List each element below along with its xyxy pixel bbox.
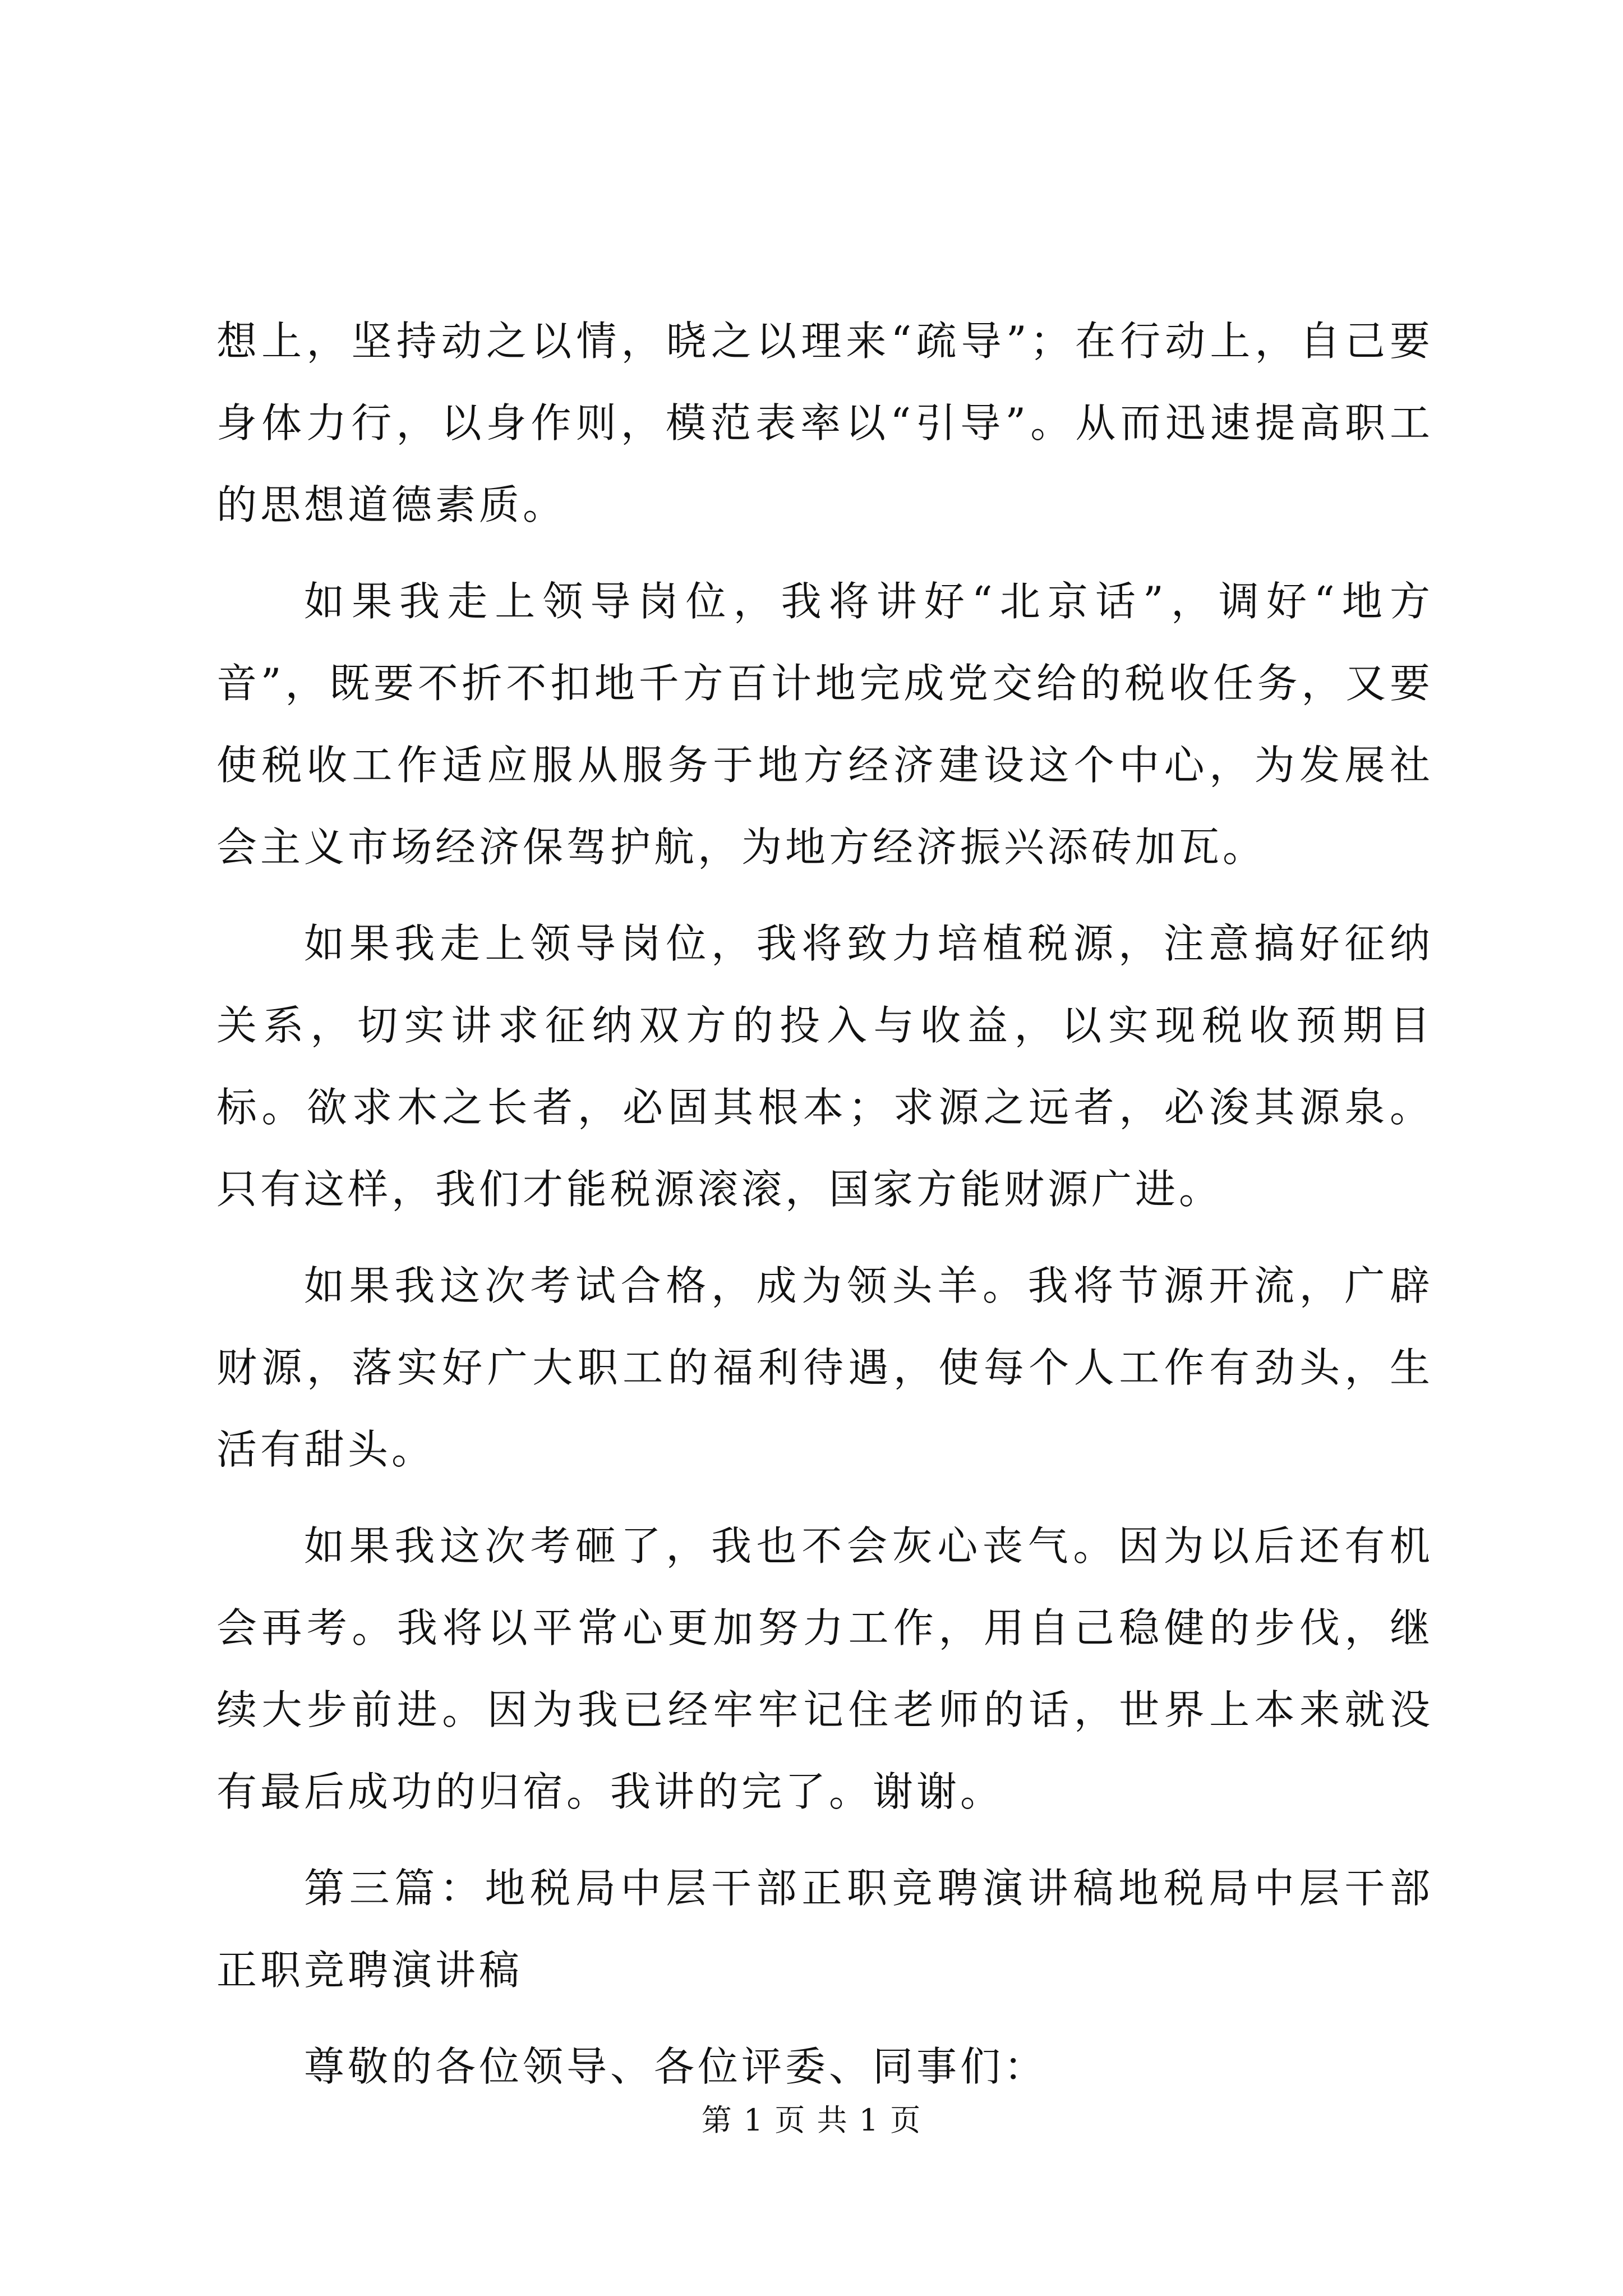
page-footer (0, 2098, 1623, 2143)
section-heading: 第三篇：地税局中层干部正职竞聘演讲稿地税局中层干部正职竞聘演讲稿 (216, 1865, 1433, 1994)
paragraph-local-economy: 如果我走上领导岗位，我将讲好“北京话”，调好“地方音”，既要不折不扣地千方百计地完成党交给的税收任务，又要使税收工作适应服从服务于地方经济建设这个中心，为发展社会主义市场经济保驾护航，为地方经济振兴添砖加瓦。 (216, 578, 1433, 871)
document-body (216, 300, 1433, 2122)
paragraph-continuation: 想上，坚持动之以情，晓之以理来“疏导”；在行动上，自己要身体力行，以身作则，模范表率以“引导”。从而迅速提高职工的思想道德素质。 (216, 318, 1433, 528)
paragraph-exam-pass: 如果我这次考试合格，成为领头羊。我将节源开流，广辟财源，落实好广大职工的福利待遇，使每个人工作有劲头，生活有甜头。 (216, 1262, 1433, 1473)
paragraph-exam-fail: 如果我这次考砸了，我也不会灰心丧气。因为以后还有机会再考。我将以平常心更加努力工作，用自己稳健的步伐，继续大步前进。因为我已经牢牢记住老师的话，世界上本来就没有最后成功的归宿。我讲的完了。谢谢。 (216, 1522, 1433, 1815)
salutation: 尊敬的各位领导、各位评委、同事们： (304, 2043, 1048, 2090)
page-number-label: 第 1 页 共 1 页 (701, 2102, 922, 2138)
paragraph-tax-source: 如果我走上领导岗位，我将致力培植税源，注意搞好征纳关系，切实讲求征纳双方的投入与收益，以实现税收预期目标。欲求木之长者，必固其根本；求源之远者，必浚其源泉。只有这样，我们才能税源滚滚，国家方能财源广进。 (216, 920, 1433, 1213)
